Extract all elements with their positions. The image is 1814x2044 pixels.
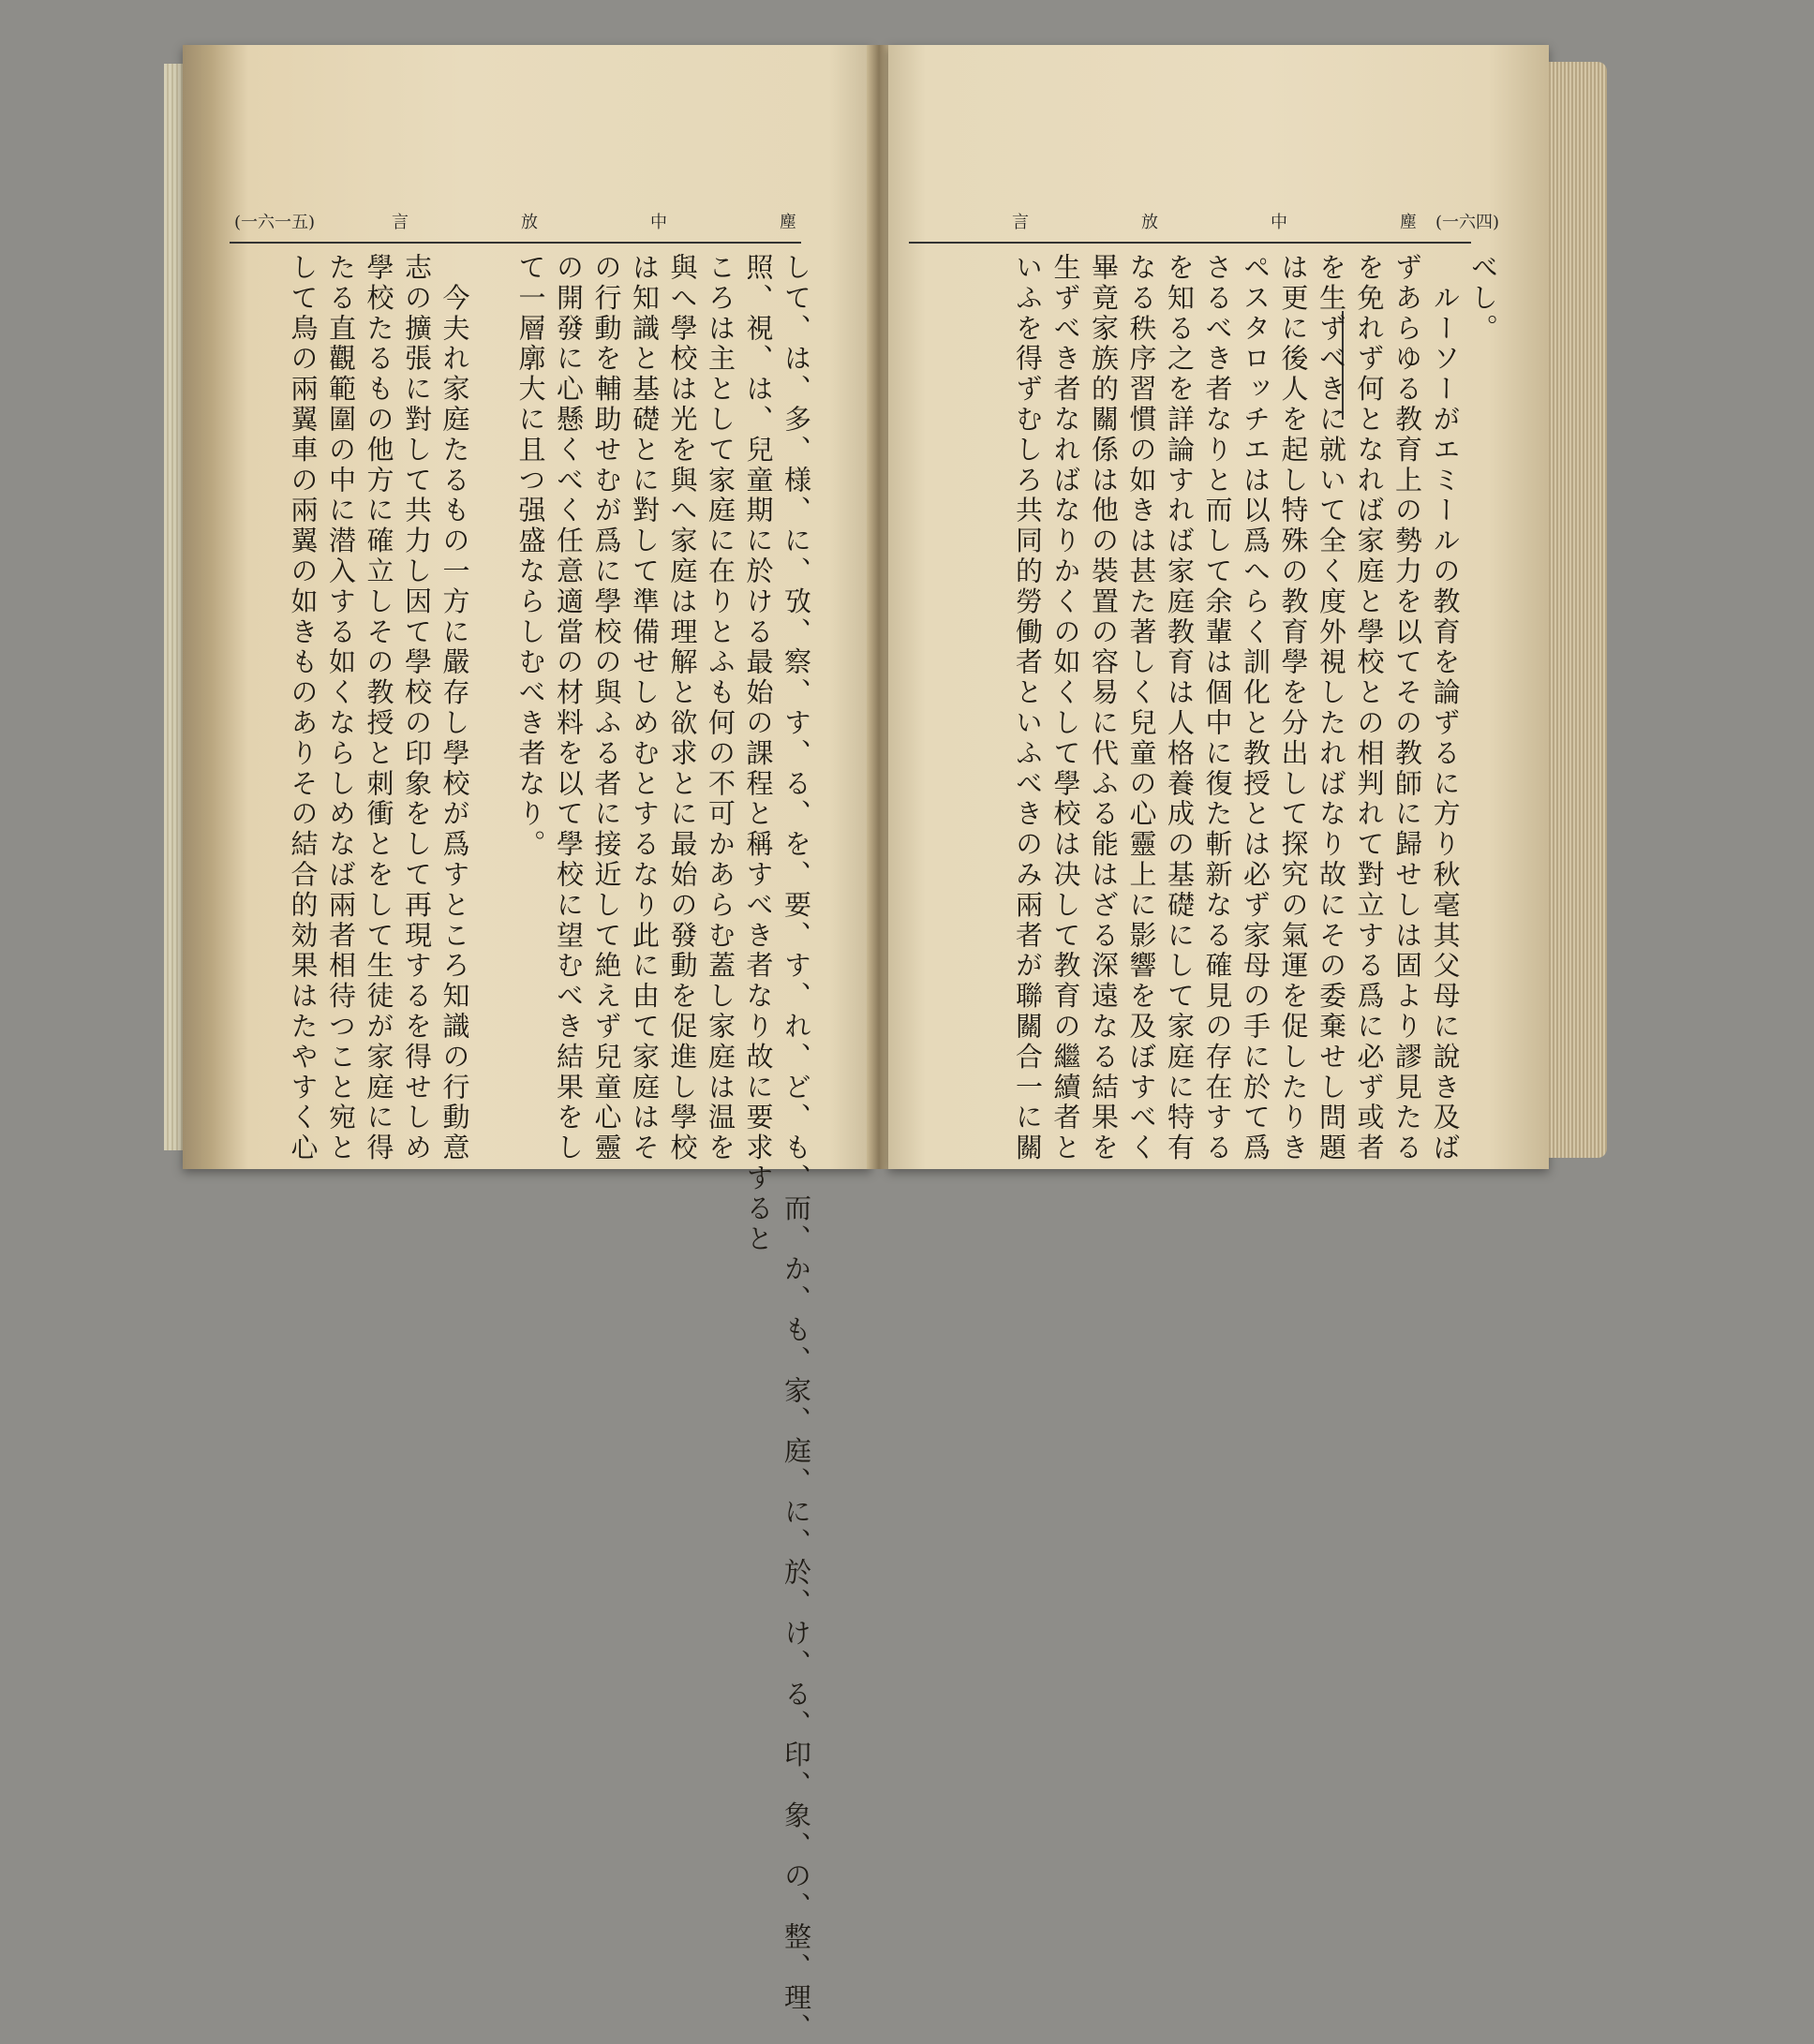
text-column: は知識と基礎とに對して準備せしめむとするなり此に由て家庭はそ [629,253,661,1163]
text-column: の行動を輔助せむが爲に學校の與ふる者に接近して絶えず兒童心靈 [590,253,623,1163]
text-column: を免れず何となれば家庭と學校との相判れて對立する爲に必ず或者 [1353,253,1386,1163]
text-column: 與へ學校は光を與へ家庭は理解と欲求とに最始の發動を促進し學校 [666,253,699,1163]
text-column: たる直觀範圍の中に潜入する如くならしめなば兩者相待つこと宛と [325,253,357,1163]
text-column: 學校たるもの他方に確立しその教授と刺衝とをして生徒が家庭に得 [363,253,395,1163]
text-column: べし。 [1467,253,1499,345]
text-column: の開發に心懸くべく任意適當の材料を以て學校に望むべき結果をし [553,253,585,1163]
left-page [183,45,871,2044]
left-page-edges [164,64,185,1150]
header-char: 放 [521,213,538,232]
text-column: ころは主として家庭に在りとふも何の不可かあらむ蓋し家庭は温を [705,253,736,1163]
text-column: を知る之を詳論すれば家庭教育は人格養成の基礎にして家庭に特有 [1164,253,1196,1163]
text-column: なる秩序習慣の如きは甚た著しく兒童の心靈上に影響を及ぼすべく [1125,253,1158,1163]
text-column: て一層廓大に且つ强盛ならしむべき者なり。 [514,253,547,860]
left-page-number: (一六一五) [234,213,316,232]
text-column: 志の擴張に對して共力し因て學校の印象をして再現するを得せしめ [401,253,433,1163]
text-column: 照、視、は、兒童期に於ける最始の課程と稱すべき者なり故に要求すると [742,253,775,1255]
text-column: いふを得ずむしろ共同的勞働者といふべきのみ兩者が聯關合一に關 [1012,253,1044,1163]
text-column: を生ずべきに就いて全く度外視したればなり故にその委棄せし問題 [1316,253,1347,1163]
text-column: ルーソーがエミールの教育を論ずるに方り秋毫其父母に說き及ば [1429,253,1462,1163]
header-char: 言 [1012,213,1029,232]
text-column: して、は、多、様、に、攷、察、す、る、を、要、す、れ、ど、も、而、か、も、家、庭、に、於、け、る、印、象、の、整、理、 [781,253,812,2044]
text-column: 生ずべき者なればなりかくの如くして學校は决して教育の繼續者と [1049,253,1082,1163]
right-page [888,45,1549,1169]
text-column: さるべき者なりと而して余輩は個中に復た斬新なる確見の存在する [1201,253,1234,1163]
header-char: 塵 [780,213,796,232]
open-book [164,45,1626,2044]
right-running-header [1012,202,1499,240]
text-column: ペスタロッチエは以爲へらく訓化と教授とは必ず家母の手に於て爲 [1240,253,1271,1163]
left-body-text [267,253,815,2044]
text-column [474,253,513,1133]
header-char: 中 [650,213,667,232]
right-body-text [949,253,1502,1163]
right-header-rule [909,242,1471,244]
right-page-edges [1549,62,1607,1158]
header-char: 言 [392,213,409,232]
header-char: 放 [1141,213,1158,232]
text-column: ずあらゆる教育上の勢力を以てその教師に歸せしは固より謬見たる [1391,253,1423,1163]
left-running-header [234,202,796,240]
left-header-title [392,209,796,233]
text-column: 今夫れ家庭たるもの一方に嚴存し學校が爲すところ知識の行動意 [439,253,471,1163]
left-header-rule [230,242,801,244]
header-char: 塵 [1400,213,1417,232]
header-char: 中 [1271,213,1287,232]
text-column: は更に後人を起し特殊の教育學を分出して探究の氣運を促したりき [1277,253,1310,1163]
text-column: 畢竟家族的關係は他の裝置の容易に代ふる能はざる深遠なる結果を [1088,253,1120,1163]
right-header-title [1012,209,1417,233]
right-page-number: (一六四) [1435,213,1499,232]
text-column: して鳥の兩翼車の兩翼の如きものありその結合的効果はたやすく心 [287,253,320,1163]
